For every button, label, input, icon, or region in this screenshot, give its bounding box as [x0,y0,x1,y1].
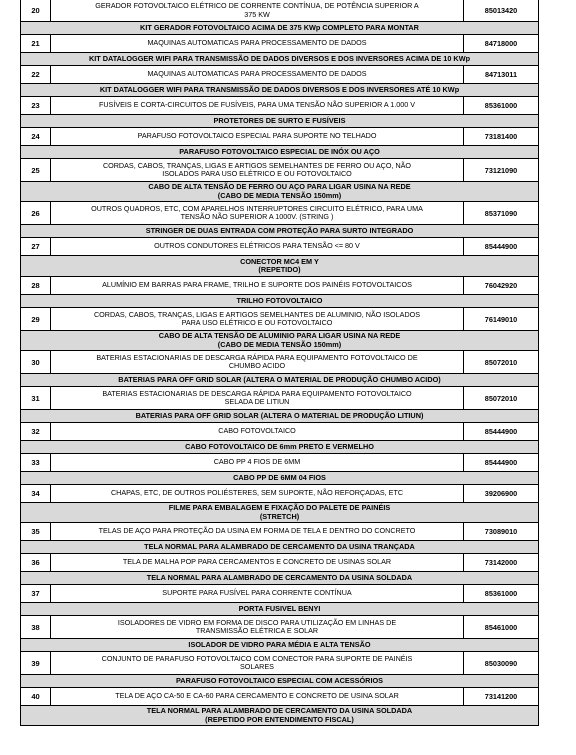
item-number: 29 [21,308,51,330]
subheading-label: KIT DATALOGGER WIFI PARA TRANSMISSÃO DE DADOS DIVERSOS E DOS INVERSORES ACIMA DE 10 KWp [88,53,471,63]
item-number: 33 [21,454,51,471]
item-description-text: SUPORTE PARA FUSÍVEL PARA CORRENTE CONTÍNUA [162,588,352,598]
subheading-label: KIT GERADOR FOTOVOLTAICO ACIMA DE 375 KWp COMPLETO PARA MONTAR [140,22,419,32]
subheading-row [20,572,539,585]
item-description [51,454,464,471]
item-description [51,387,464,409]
item-description-text: TELAS DE AÇO PARA PROTEÇÃO DA USINA EM FORMA DE TELA E DENTRO DO CONCRETO [98,526,416,536]
table-row [20,387,539,410]
item-number: 24 [21,128,51,145]
table-row [20,277,539,295]
subheading-text [21,410,538,422]
item-description-text: CHAPAS, ETC, DE OUTROS POLIÉSTERES, SEM SUPORTE, NÃO REFORÇADAS, ETC [110,488,404,498]
ncm-code: 73181400 [484,132,518,141]
subheading-label: PARAFUSO FOTOVOLTAICO ESPECIAL COM ACESSÓRIOS [175,675,384,685]
subheading-label: FILME PARA EMBALAGEM E FIXAÇÃO DO PALETE DE PAINÉIS (STRETCH) [168,503,391,521]
subheading-text [21,22,538,34]
item-description-text: CABO PP 4 FIOS DE 6MM [213,457,301,467]
subheading-text [21,331,538,350]
table-row [20,159,539,182]
item-description [51,308,464,330]
item-number: 22 [21,66,51,83]
item-number: 28 [21,277,51,294]
ncm-code: 73141200 [484,692,518,701]
subheading-label: CABO FOTOVOLTAICO DE 6mm PRETO E VERMELHO [185,441,374,451]
subheading-label: CABO DE ALTA TENSÃO DE FERRO OU AÇO PARA LIGAR USINA NA REDE (CABO DE MEDIA TENSÃO 150mm) [148,182,411,200]
item-description [51,97,464,114]
item-description [51,554,464,571]
table-row [20,585,539,603]
item-number: 31 [21,387,51,409]
ncm-code: 85361000 [484,101,518,110]
subheading-text [21,639,538,651]
item-number: 25 [21,159,51,181]
subheading-label: KIT DATALOGGER WIFI PARA TRANSMISSÃO DE DADOS DIVERSOS E DOS INVERSORES ATÉ 10 KWp [99,84,460,94]
subheading-row [20,115,539,128]
subheading-row [20,374,539,387]
subheading-label: BATERIAS PARA OFF GRID SOLAR (ALTERA O MATERIAL DE PRODUÇÃO CHUMBO ACIDO) [118,374,441,384]
ncm-code: 85444900 [484,458,518,467]
table-row [20,35,539,53]
item-number: 37 [21,585,51,602]
subheading-row [20,503,539,523]
subheading-label: CABO PP DE 6MM 04 FIOS [233,472,326,482]
subheading-row [20,182,539,202]
subheading-row [20,22,539,35]
ncm-code: 85072010 [484,357,518,367]
subheading-row [20,410,539,423]
table-row [20,523,539,541]
item-description-text: TELA DE AÇO CA-50 E CA-60 PARA CERCAMENTO E CONCRETO DE USINA SOLAR [115,691,399,701]
subheading-text [21,374,538,386]
subheading-text [21,146,538,158]
subheading-row [20,84,539,97]
item-number: 39 [21,652,51,674]
item-description-text: OUTROS CONDUTORES ELÉTRICOS PARA TENSÃO <= 80 V [154,241,360,251]
subheading-row [20,706,539,726]
table-row [20,308,539,331]
item-number: 35 [21,523,51,540]
item-description-text: CORDAS, CABOS, TRANÇAS, LIGAS E ARTIGOS SEMELHANTES DE FERRO OU AÇO, NÃO ISOLADOS PARA USO ELÉTRICO E OU FOTOVOLTAICO [102,160,412,178]
ncm-code: 76149010 [484,314,518,324]
subheading-label: ISOLADOR DE VIDRO PARA MÉDIA E ALTA TENSÃO [188,639,371,649]
item-number: 30 [21,351,51,373]
table-row [20,128,539,146]
table-row [20,351,539,374]
item-number: 38 [21,616,51,638]
item-description [51,351,464,373]
subheading-label: TELA NORMAL PARA ALAMBRADO DE CERCAMENTO DA USINA SOLDADA (REPETIDO POR ENTENDIMENTO FISCAL) [146,706,413,724]
subheading-row [20,225,539,238]
item-description [51,585,464,602]
item-description [51,652,464,674]
table-row [20,0,539,22]
subheading-text [21,441,538,453]
subheading-label: PROTETORES DE SURTO E FUSÍVEIS [213,115,346,125]
subheading-text [21,503,538,522]
subheading-text [21,472,538,484]
ncm-code: 85461000 [484,622,518,632]
ncm-code: 84718000 [484,39,518,48]
item-number: 27 [21,238,51,255]
table-row [20,652,539,675]
subheading-text [21,541,538,553]
item-description-text: OUTROS QUADROS, ETC, COM APARELHOS INTERRUPTORES CIRCUITO ELÉTRICO, PARA UMA TENSÃO NÃO SUPERIOR A 1000V. (STRING ) [91,203,423,221]
subheading-text [21,225,538,237]
item-description-text: CABO FOTOVOLTAICO [218,426,296,436]
subheading-label: PARAFUSO FOTOVOLTAICO ESPECIAL DE INÓX OU AÇO [179,146,380,156]
subheading-text [21,256,538,276]
item-number: 23 [21,97,51,114]
table-row [20,97,539,115]
subheading-label: STRINGER DE DUAS ENTRADA COM PROTEÇÃO PARA SURTO INTEGRADO [145,225,414,235]
item-number: 26 [21,202,51,224]
item-description [51,35,464,52]
ncm-code: 85444900 [484,242,518,251]
subheading-label: TELA NORMAL PARA ALAMBRADO DE CERCAMENTO DA USINA TRANÇADA [144,541,415,551]
item-description-text: BATERIAS ESTACIONARIAS DE DESCARGA RÁPIDA PARA EQUIPAMENTO FOTOVOLTAICO SELADA DE LITIUN [102,388,412,406]
item-description [51,159,464,181]
subheading-row [20,541,539,554]
item-description [51,688,464,705]
subheading-text [21,295,538,307]
item-number: 36 [21,554,51,571]
ncm-code: 85013420 [484,6,518,15]
subheading-text [21,115,538,127]
subheading-row [20,675,539,688]
item-description [51,238,464,255]
subheading-row [20,639,539,652]
item-description-text: CORDAS, CABOS, TRANÇAS, LIGAS E ARTIGOS SEMELHANTES DE ALUMINIO, NÃO ISOLADOS PARA USO ELÉTRICO E OU FOTOVOLTAICO [93,309,421,327]
ncm-code: 85444900 [484,427,518,436]
table-row [20,554,539,572]
subheading-row [20,146,539,159]
item-description [51,423,464,440]
item-description-text: ISOLADORES DE VIDRO EM FORMA DE DISCO PARA UTILIZAÇÃO EM LINHAS DE TRANSMISSÃO ELÉTRICA E SOLAR [117,617,397,635]
item-description [51,128,464,145]
item-number: 21 [21,35,51,52]
table-row [20,485,539,503]
subheading-label: PORTA FUSIVEL BENYI [238,603,321,613]
ncm-code: 85371090 [484,208,518,218]
subheading-text [21,675,538,687]
item-description [51,616,464,638]
subheading-row [20,603,539,616]
item-description-text: TELA DE MALHA POP PARA CERCAMENTOS E CONCRETO DE USINAS SOLAR [122,557,392,567]
table-row [20,688,539,706]
item-number: 20 [21,0,51,21]
item-description-text: MAQUINAS AUTOMATICAS PARA PROCESSAMENTO DE DADOS [147,69,367,79]
ncm-code: 85361000 [484,589,518,598]
ncm-code: 76042920 [484,281,518,290]
subheading-label: CONECTOR MC4 EM Y (REPETIDO) [240,256,319,274]
subheading-text [21,182,538,201]
table-row [20,454,539,472]
item-description-text: FUSÍVEIS E CORTA-CIRCUITOS DE FUSÍVEIS, PARA UMA TENSÃO NÃO SUPERIOR A 1.000 V [98,100,416,110]
ncm-code: 85072010 [484,393,518,403]
subheading-text [21,84,538,96]
item-description-text: ALUMÍNIO EM BARRAS PARA FRAME, TRILHO E SUPORTE DOS PAINÉIS FOTOVOLTAICOS [102,280,412,290]
ncm-code: 73089010 [484,527,518,536]
item-number: 40 [21,688,51,705]
item-description [51,66,464,83]
item-number: 32 [21,423,51,440]
ncm-product-table [20,0,539,726]
ncm-code: 73142000 [484,558,518,567]
ncm-code: 73121090 [484,165,518,175]
table-row [20,66,539,84]
item-description-text: PARAFUSO FOTOVOLTAICO ESPECIAL PARA SUPORTE NO TELHADO [137,131,377,141]
subheading-row [20,53,539,66]
item-description [51,202,464,224]
item-description [51,485,464,502]
subheading-row [20,256,539,277]
table-row [20,423,539,441]
subheading-label: TELA NORMAL PARA ALAMBRADO DE CERCAMENTO DA USINA SOLDADA [146,572,413,582]
item-number: 34 [21,485,51,502]
subheading-text [21,572,538,584]
subheading-row [20,441,539,454]
table-row [20,202,539,225]
ncm-code: 85030090 [484,658,518,668]
item-description-text: MAQUINAS AUTOMATICAS PARA PROCESSAMENTO DE DADOS [147,38,367,48]
table-row [20,616,539,639]
subheading-text [21,603,538,615]
item-description-text: BATERIAS ESTACIONARIAS DE DESCARGA RÁPIDA PARA EQUIPAMENTO FOTOVOLTAICO DE CHUMBO ACIDO [96,352,418,370]
subheading-text [21,706,538,725]
subheading-label: CABO DE ALTA TENSÃO DE ALUMINIO PARA LIGAR USINA NA REDE (CABO DE MEDIA TENSÃO 150mm) [158,331,401,349]
item-description [51,0,464,21]
ncm-code: 84713011 [484,70,518,79]
ncm-code: 39206900 [484,489,518,498]
item-description-text: CONJUNTO DE PARAFUSO FOTOVOLTAICO COM CONECTOR PARA SUPORTE DE PAINÉIS SOLARES [101,653,413,671]
subheading-row [20,472,539,485]
item-description [51,277,464,294]
subheading-row [20,331,539,351]
table-row [20,238,539,256]
subheading-text [21,53,538,65]
subheading-row [20,295,539,308]
item-description-text: GERADOR FOTOVOLTAICO ELÉTRICO DE CORRENTE CONTÍNUA, DE POTÊNCIA SUPERIOR A 375 KW [95,1,419,19]
item-description [51,523,464,540]
subheading-label: BATERIAS PARA OFF GRID SOLAR (ALTERA O MATERIAL DE PRODUÇÃO LITIUN) [135,410,424,420]
subheading-label: TRILHO FOTOVOLTAICO [236,295,323,305]
